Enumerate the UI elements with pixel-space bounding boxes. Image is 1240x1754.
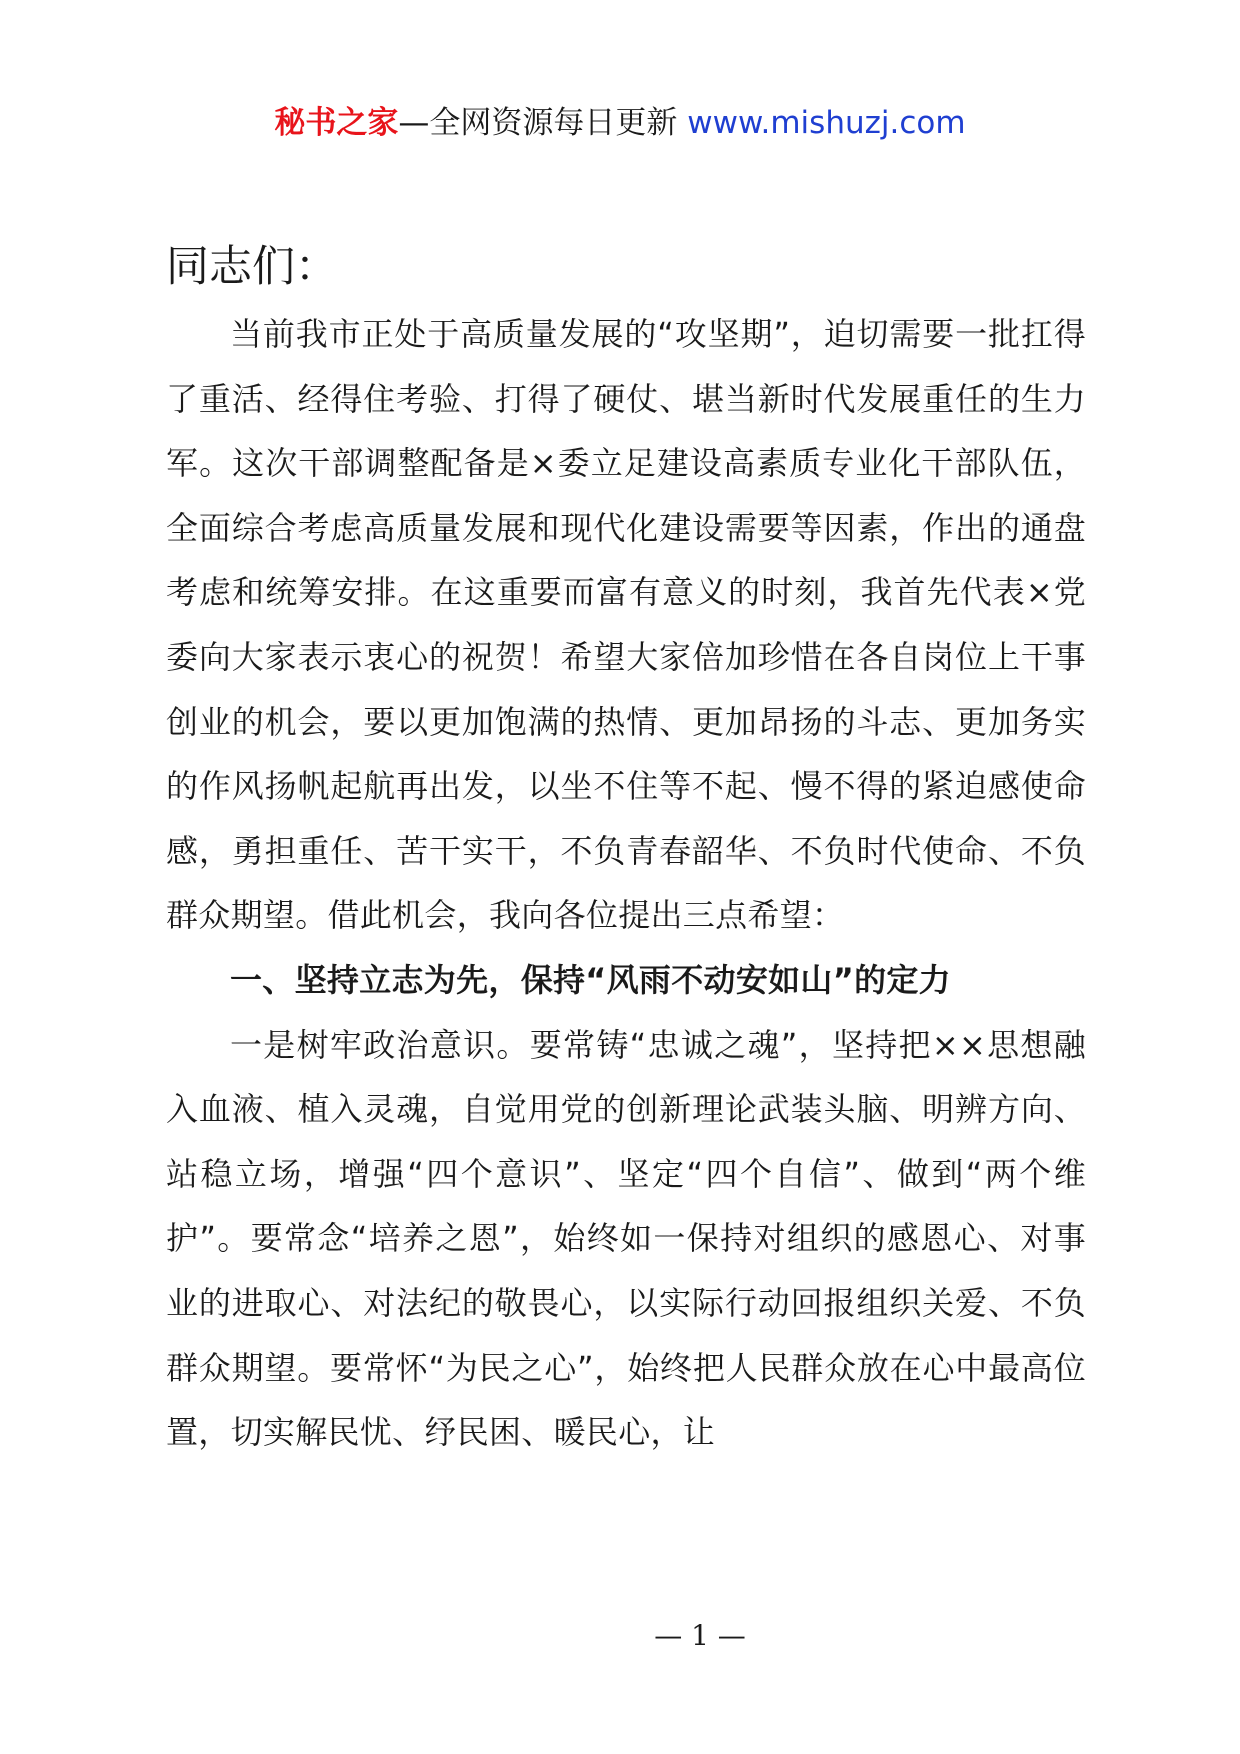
header-tagline: —全网资源每日更新 (398, 105, 688, 141)
brand-name: 秘书之家 (274, 105, 399, 141)
section-heading-1: 一、坚持立志为先，保持“风雨不动安如山”的定力 (230, 960, 951, 999)
watermark-header (0, 98, 1240, 148)
body-paragraph-1: 一是树牢政治意识。要常铸“忠诚之魂”，坚持把××思想融入血液、植入灵魂，自觉用党的创新理论武装头脑、明辨方向、站稳立场，增强“四个意识”、坚定“四个自信”、做到“两个维护”。要常念“培养之恩”，始终如一保持对组织的感恩心、对事业的进取心、对法纪的敬畏心，以实际行动回报组织关爱、不负群众期望。要常怀“为民之心”，始终把人民群众放在心中最高位置，切实解民忧、纾民困、暖民心，让 (166, 1025, 1086, 1452)
opening-paragraph: 当前我市正处于高质量发展的“攻坚期”，迫切需要一批扛得了重活、经得住考验、打得了硬仗、堪当新时代发展重任的生力军。这次干部调整配备是×委立足建设高素质专业化干部队伍，全面综合考虑高质量发展和现代化建设需要等因素，作出的通盘考虑和统筹安排。在这重要而富有意义的时刻，我首先代表×党委向大家表示衷心的祝贺！希望大家倍加珍惜在各自岗位上干事创业的机会，要以更加饱满的热情、更加昂扬的斗志、更加务实的作风扬帆起航再出发，以坐不住等不起、慢不得的紧迫感使命感，勇担重任、苦干实干，不负青春韶华、不负时代使命、不负群众期望。借此机会，我向各位提出三点希望： (166, 315, 1086, 935)
page-number: — 1 — (654, 1619, 746, 1652)
site-url-link[interactable]: www.mishuzj.com (687, 105, 966, 141)
document-body (166, 238, 1086, 1465)
salutation: 同志们： (166, 242, 338, 292)
